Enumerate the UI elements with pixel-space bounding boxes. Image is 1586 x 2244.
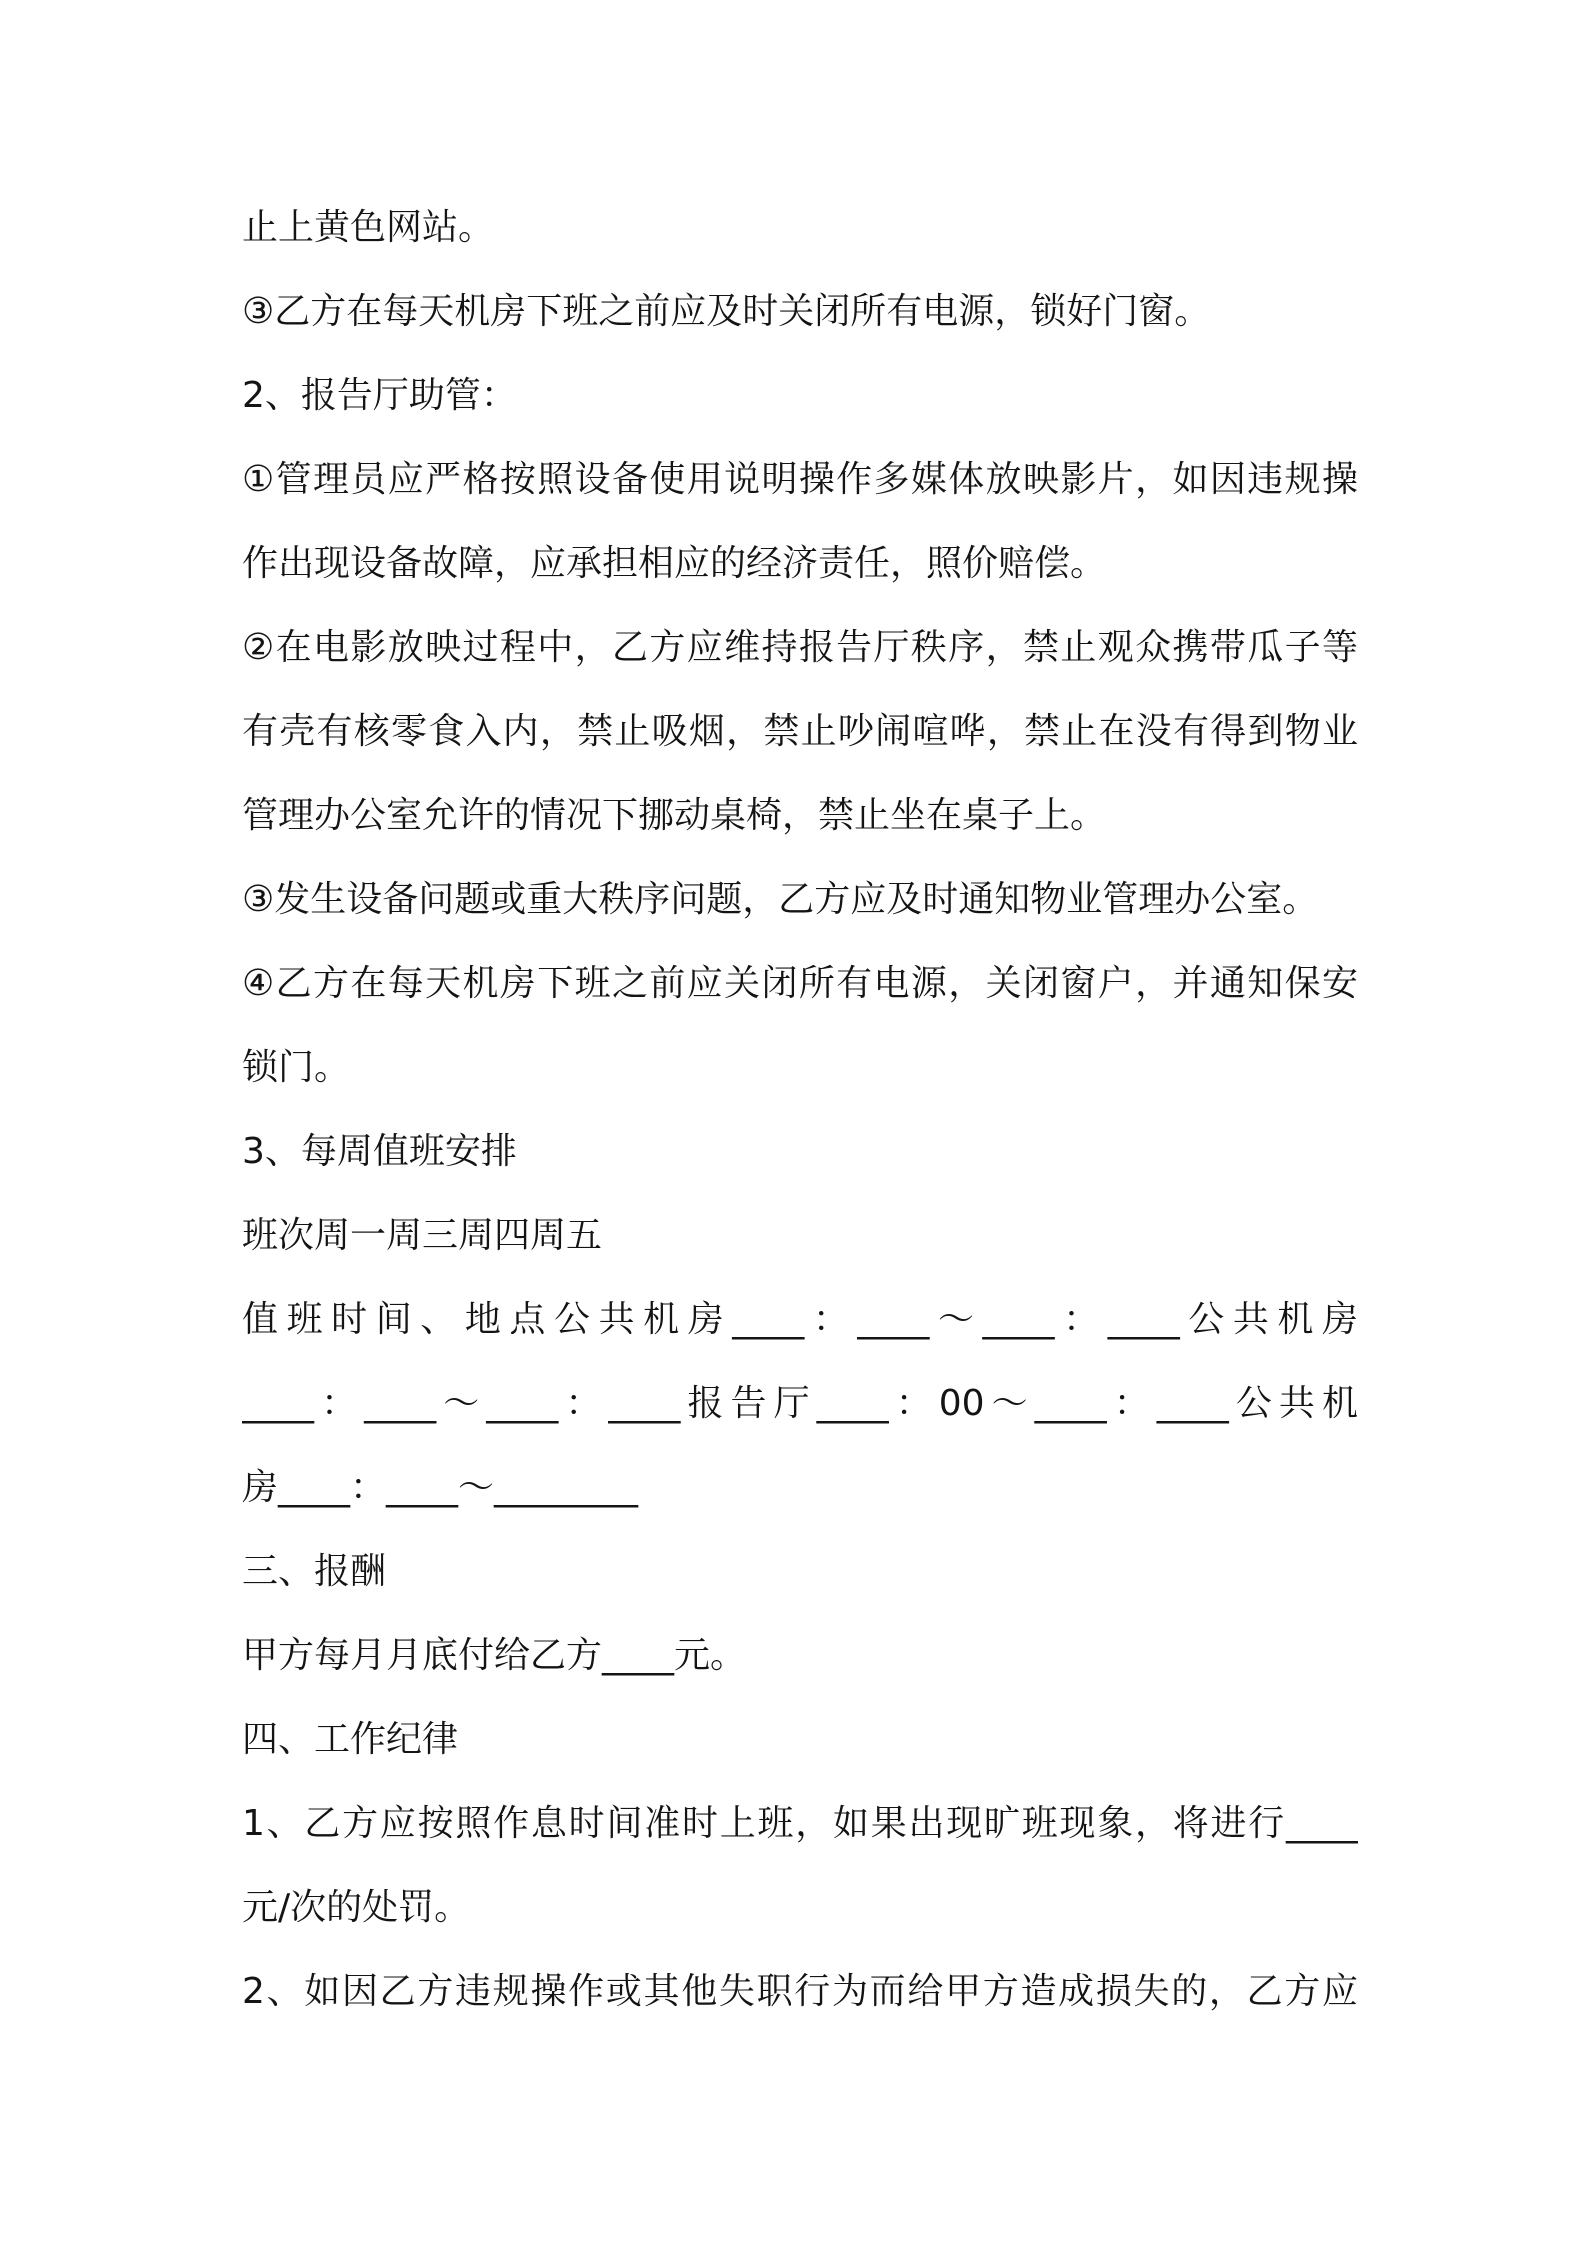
paragraph xyxy=(242,1278,1358,1530)
text-line: ②在电影放映过程中，乙方应维持报告厅秩序，禁止观众携带瓜子等 xyxy=(242,627,1358,668)
text-line: 3、每周值班安排 xyxy=(242,1131,517,1172)
section-heading xyxy=(242,1698,1358,1782)
text-line: 房____：____～________ xyxy=(242,1467,638,1508)
section-heading xyxy=(242,1110,1358,1194)
paragraph xyxy=(242,606,1358,858)
text-line: 1、乙方应按照作息时间准时上班，如果出现旷班现象，将进行____ xyxy=(242,1803,1358,1844)
text-line: ③发生设备问题或重大秩序问题，乙方应及时通知物业管理办公室。 xyxy=(242,879,1319,920)
text-line: 2、如因乙方违规操作或其他失职行为而给甲方造成损失的，乙方应 xyxy=(242,1971,1358,2012)
paragraph xyxy=(242,186,1358,270)
text-line: 值班时间、地点公共机房____：____～____：____公共机房 xyxy=(242,1299,1358,1340)
text-line: 四、工作纪律 xyxy=(242,1719,459,1760)
section-heading xyxy=(242,1530,1358,1614)
text-line: ①管理员应严格按照设备使用说明操作多媒体放映影片，如因违规操 xyxy=(242,459,1358,500)
text-line: 2、报告厅助管： xyxy=(242,375,517,416)
text-line: 止上黄色网站。 xyxy=(242,207,495,248)
paragraph xyxy=(242,438,1358,606)
text-line: 管理办公室允许的情况下挪动桌椅，禁止坐在桌子上。 xyxy=(242,795,1107,836)
paragraph xyxy=(242,1194,1358,1278)
text-line: 有壳有核零食入内，禁止吸烟，禁止吵闹喧哗，禁止在没有得到物业 xyxy=(242,711,1358,752)
paragraph xyxy=(242,1782,1358,1950)
text-line: 锁门。 xyxy=(242,1047,351,1088)
text-line: ④乙方在每天机房下班之前应关闭所有电源，关闭窗户，并通知保安 xyxy=(242,963,1358,1004)
text-line: 班次周一周三周四周五 xyxy=(242,1215,603,1256)
paragraph xyxy=(242,858,1358,942)
text-line: 作出现设备故障，应承担相应的经济责任，照价赔偿。 xyxy=(242,543,1107,584)
text-line: ③乙方在每天机房下班之前应及时关闭所有电源，锁好门窗。 xyxy=(242,291,1211,332)
text-line: 元/次的处罚。 xyxy=(242,1887,471,1928)
text-line: 三、报酬 xyxy=(242,1551,387,1592)
document-body xyxy=(242,186,1358,2034)
paragraph xyxy=(242,942,1358,1110)
paragraph xyxy=(242,1950,1358,2034)
text-line: ____：____～____：____报告厅____：00～____：____公共机 xyxy=(242,1383,1358,1424)
section-heading xyxy=(242,354,1358,438)
paragraph xyxy=(242,1614,1358,1698)
paragraph xyxy=(242,270,1358,354)
text-line: 甲方每月月底付给乙方____元。 xyxy=(242,1635,747,1676)
